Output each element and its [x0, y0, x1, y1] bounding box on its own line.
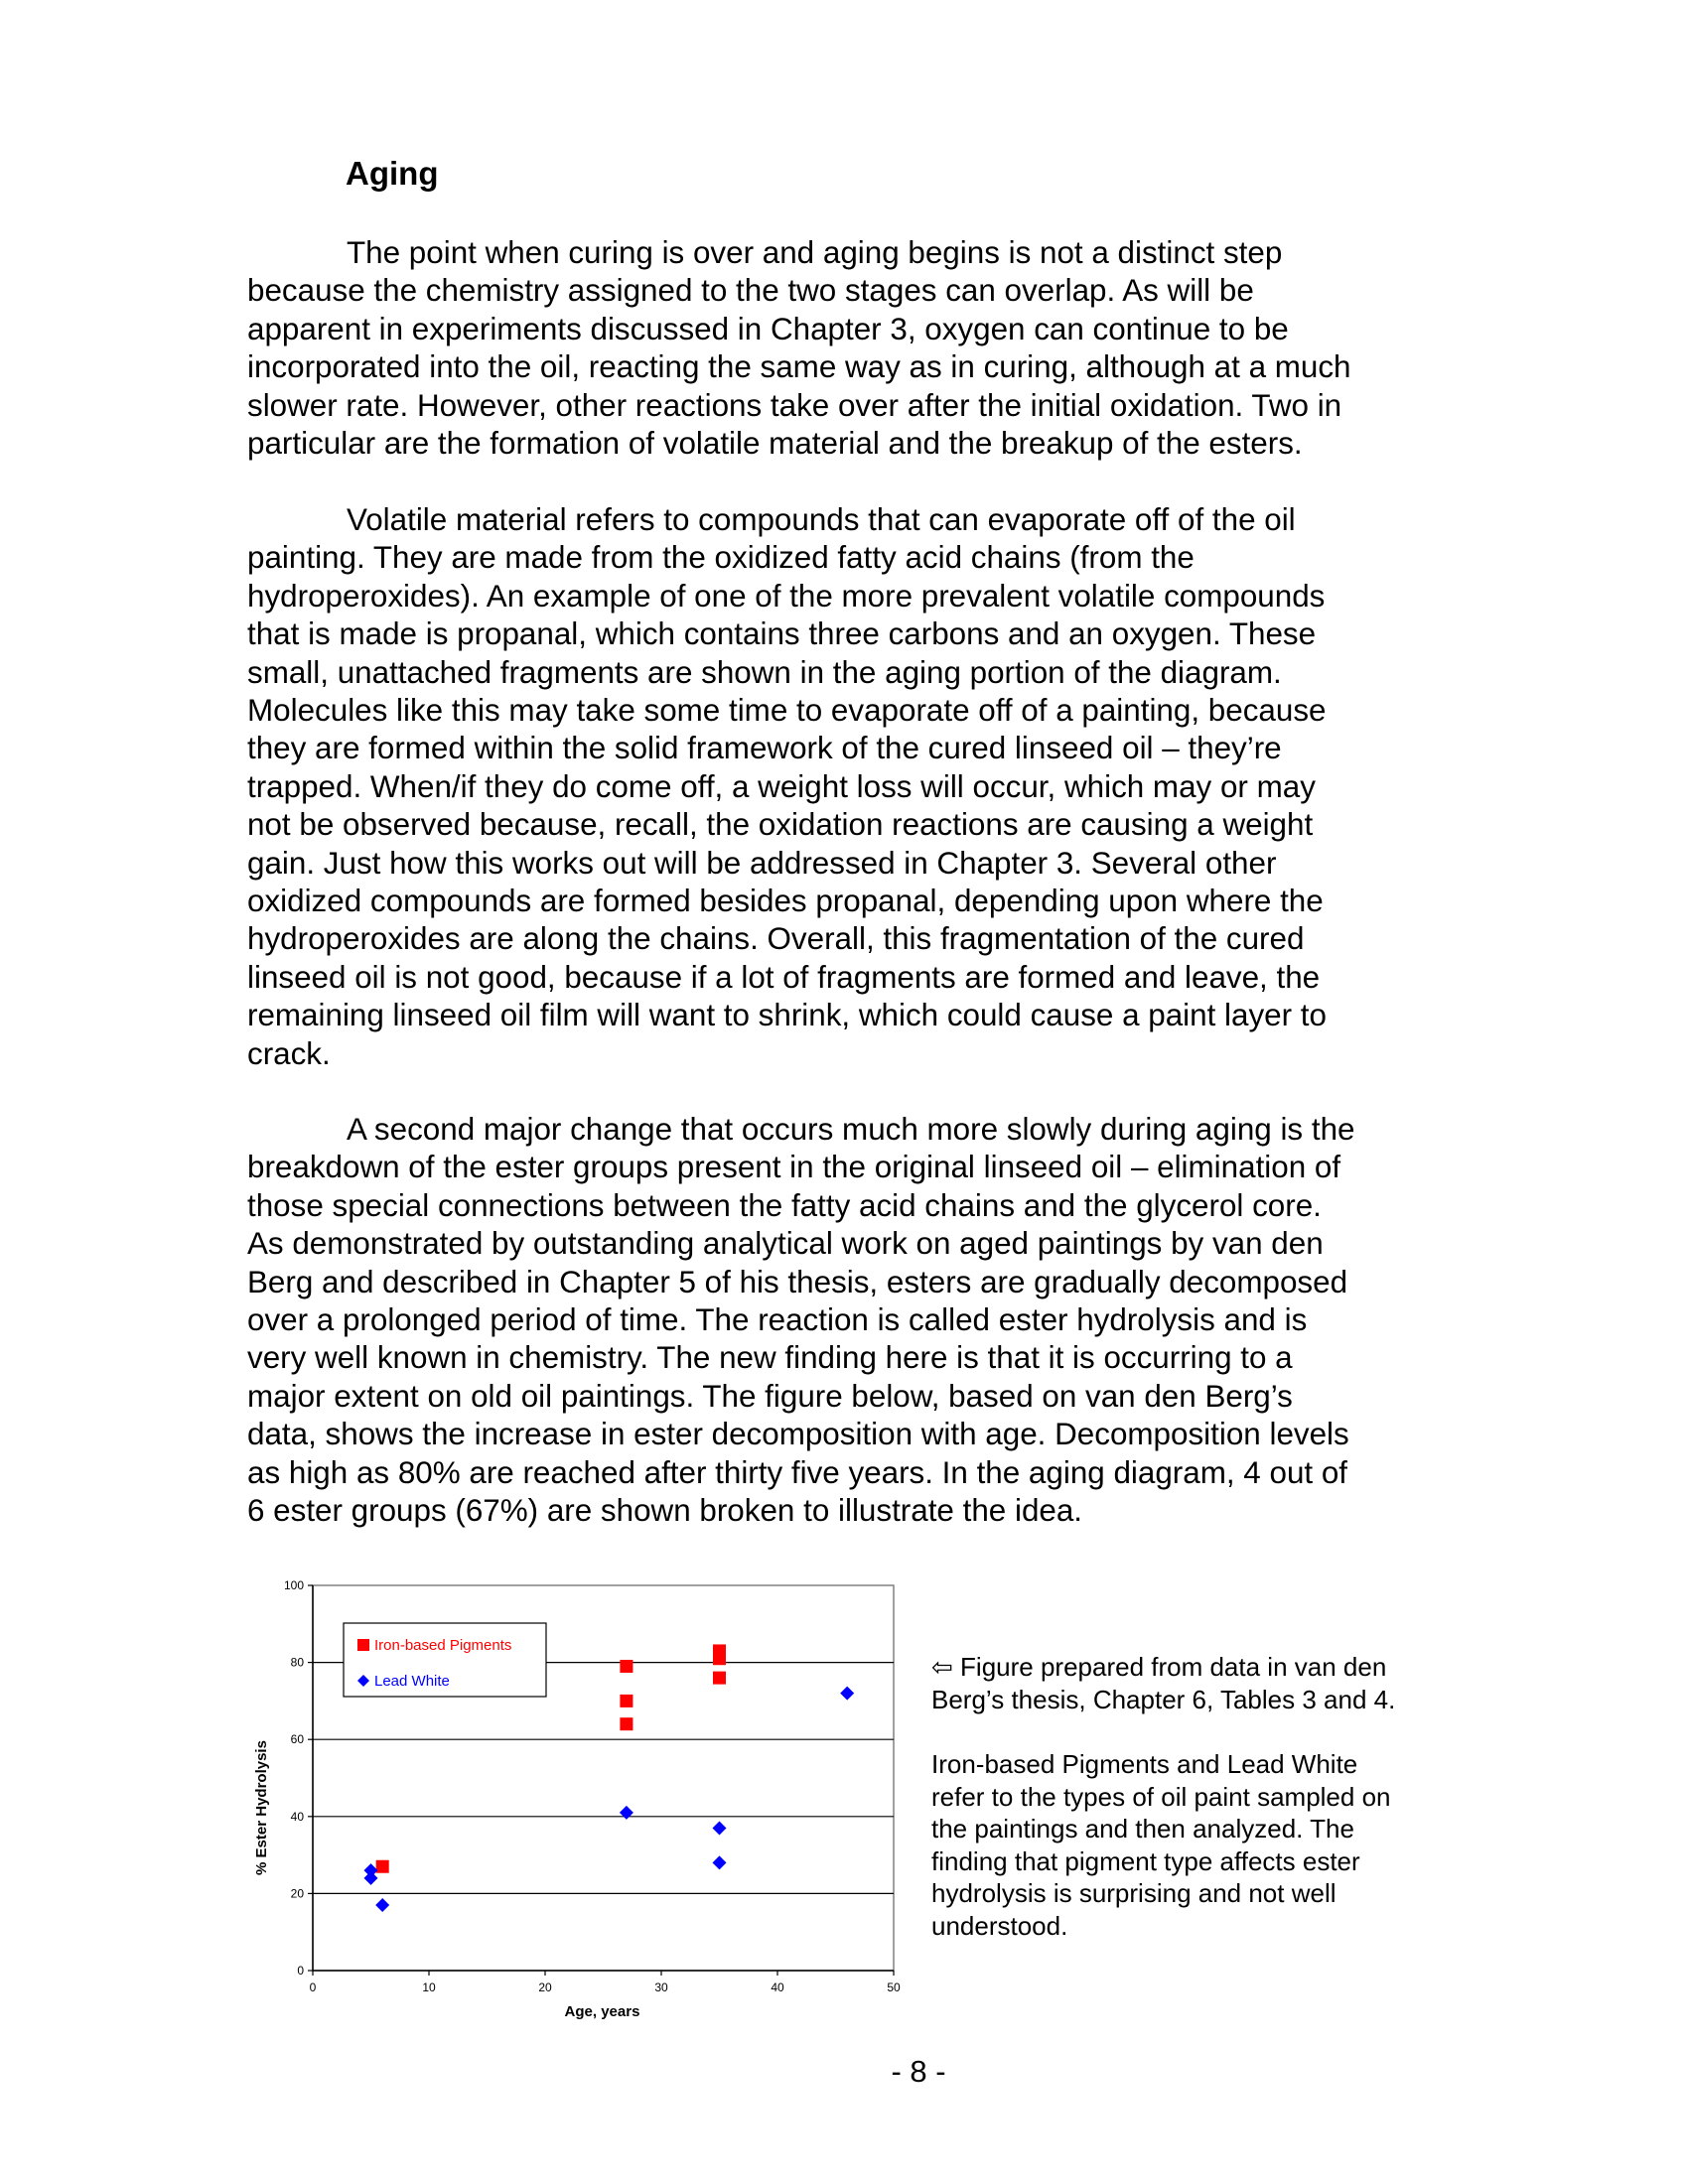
x-tick-label: 40: [771, 1980, 784, 1994]
iron-pigment-point: [620, 1695, 633, 1707]
paragraph-line: apparent in experiments discussed in Chapter 3, oxygen can continue to be: [247, 311, 1289, 346]
paragraph-line: hydroperoxides are along the chains. Overall, this fragmentation of the cured: [247, 921, 1305, 957]
legend-square-icon: [357, 1639, 369, 1651]
legend-label: Lead White: [374, 1673, 450, 1690]
figure-explanation-note: [931, 1748, 1448, 1942]
paragraph-line: Volatile material refers to compounds that can evaporate off of the oil: [347, 502, 1296, 537]
paragraph-line: trapped. When/if they do come off, a weight loss will occur, which may or may: [247, 768, 1316, 804]
page-number: - 8 -: [891, 2054, 946, 2089]
paragraph-line: major extent on old oil paintings. The figure below, based on van den Berg’s: [247, 1378, 1293, 1414]
paragraph-line: breakdown of the ester groups present in the original linseed oil – elimination of: [247, 1150, 1341, 1185]
y-tick-label: 100: [283, 1578, 304, 1592]
note1-line-1: Figure prepared from data in van den: [960, 1652, 1387, 1682]
note1-line-2: Berg’s thesis, Chapter 6, Tables 3 and 4.: [931, 1684, 1396, 1714]
y-tick-label: 40: [290, 1809, 304, 1824]
note2-line: Iron-based Pigments and Lead White: [931, 1749, 1358, 1779]
section-heading: Aging: [346, 155, 439, 192]
paragraph-line: Berg and described in Chapter 5 of his thesis, esters are gradually decomposed: [247, 1264, 1348, 1299]
note2-line: refer to the types of oil paint sampled on: [931, 1781, 1391, 1812]
y-axis-title: % Ester Hydrolysis: [253, 1740, 270, 1875]
x-tick-label: 0: [309, 1980, 317, 1994]
paragraph-line: because the chemistry assigned to the two stages can overlap. As will be: [247, 273, 1254, 309]
paragraph-1: [247, 234, 1469, 463]
paragraph-line: hydroperoxides). An example of one of the more prevalent volatile compounds: [247, 578, 1326, 614]
paragraph-line: As demonstrated by outstanding analytical work on aged paintings by van den: [247, 1226, 1324, 1262]
x-axis-title: Age, years: [564, 2003, 640, 2020]
note2-line: finding that pigment type affects ester: [931, 1845, 1360, 1876]
paragraph-line: slower rate. However, other reactions take over after the initial oxidation. Two in: [247, 387, 1342, 423]
note2-line: the paintings and then analyzed. The: [931, 1814, 1354, 1843]
y-tick-label: 0: [297, 1964, 304, 1978]
iron-pigment-point: [713, 1652, 726, 1665]
x-tick-label: 10: [422, 1980, 436, 1994]
paragraph-line: incorporated into the oil, reacting the same way as in curing, although at a much: [247, 349, 1351, 385]
x-tick-label: 50: [887, 1980, 901, 1994]
ester-hydrolysis-chart: [248, 1573, 923, 2040]
paragraph-line: 6 ester groups (67%) are shown broken to illustrate the idea.: [247, 1493, 1083, 1529]
legend-label: Iron-based Pigments: [374, 1637, 512, 1654]
paragraph-line: gain. Just how this works out will be addressed in Chapter 3. Several other: [247, 845, 1277, 881]
y-tick-label: 80: [290, 1655, 304, 1670]
paragraph-line: linseed oil is not good, because if a lot of fragments are formed and leave, the: [247, 959, 1321, 995]
paragraph-line: data, shows the increase in ester decomposition with age. Decomposition levels: [247, 1417, 1349, 1452]
iron-pigment-point: [713, 1672, 726, 1685]
left-arrow-icon: ⇦: [931, 1652, 953, 1682]
note2-line: understood.: [931, 1910, 1068, 1941]
note2-line: hydrolysis is surprising and not well: [931, 1878, 1336, 1908]
paragraph-line: particular are the formation of volatile material and the breakup of the esters.: [247, 426, 1303, 462]
paragraph-line: as high as 80% are reached after thirty five years. In the aging diagram, 4 out of: [247, 1454, 1348, 1490]
paragraph-line: not be observed because, recall, the oxidation reactions are causing a weight: [247, 807, 1314, 843]
paragraph-line: oxidized compounds are formed besides propanal, depending upon where the: [247, 884, 1324, 919]
paragraph-2: [247, 501, 1469, 1073]
paragraph-3: [247, 1111, 1469, 1530]
iron-pigment-point: [620, 1717, 633, 1730]
paragraph-line: The point when curing is over and aging begins is not a distinct step: [347, 235, 1283, 270]
paragraph-line: those special connections between the fatty acid chains and the glycerol core.: [247, 1187, 1322, 1223]
paragraph-line: painting. They are made from the oxidized fatty acid chains (from the: [247, 540, 1195, 576]
paragraph-line: small, unattached fragments are shown in the aging portion of the diagram.: [247, 654, 1282, 690]
paragraph-line: A second major change that occurs much more slowly during aging is the: [347, 1112, 1355, 1147]
paragraph-line: Molecules like this may take some time to evaporate off of a painting, because: [247, 693, 1327, 729]
paragraph-line: that is made is propanal, which contains three carbons and an oxygen. These: [247, 616, 1317, 652]
iron-pigment-point: [620, 1660, 633, 1673]
figure-source-note: [931, 1651, 1448, 1715]
paragraph-line: remaining linseed oil film will want to shrink, which could cause a paint layer to: [247, 998, 1327, 1033]
x-tick-label: 20: [538, 1980, 552, 1994]
paragraph-line: very well known in chemistry. The new finding here is that it is occurring to a: [247, 1340, 1293, 1376]
paragraph-line: crack.: [247, 1035, 331, 1071]
y-tick-label: 20: [290, 1886, 304, 1901]
y-tick-label: 60: [290, 1732, 304, 1747]
iron-pigment-point: [376, 1860, 389, 1873]
paragraph-line: over a prolonged period of time. The reaction is called ester hydrolysis and is: [247, 1302, 1308, 1338]
paragraph-line: they are formed within the solid framework of the cured linseed oil – they’re: [247, 731, 1282, 766]
x-tick-label: 30: [654, 1980, 668, 1994]
